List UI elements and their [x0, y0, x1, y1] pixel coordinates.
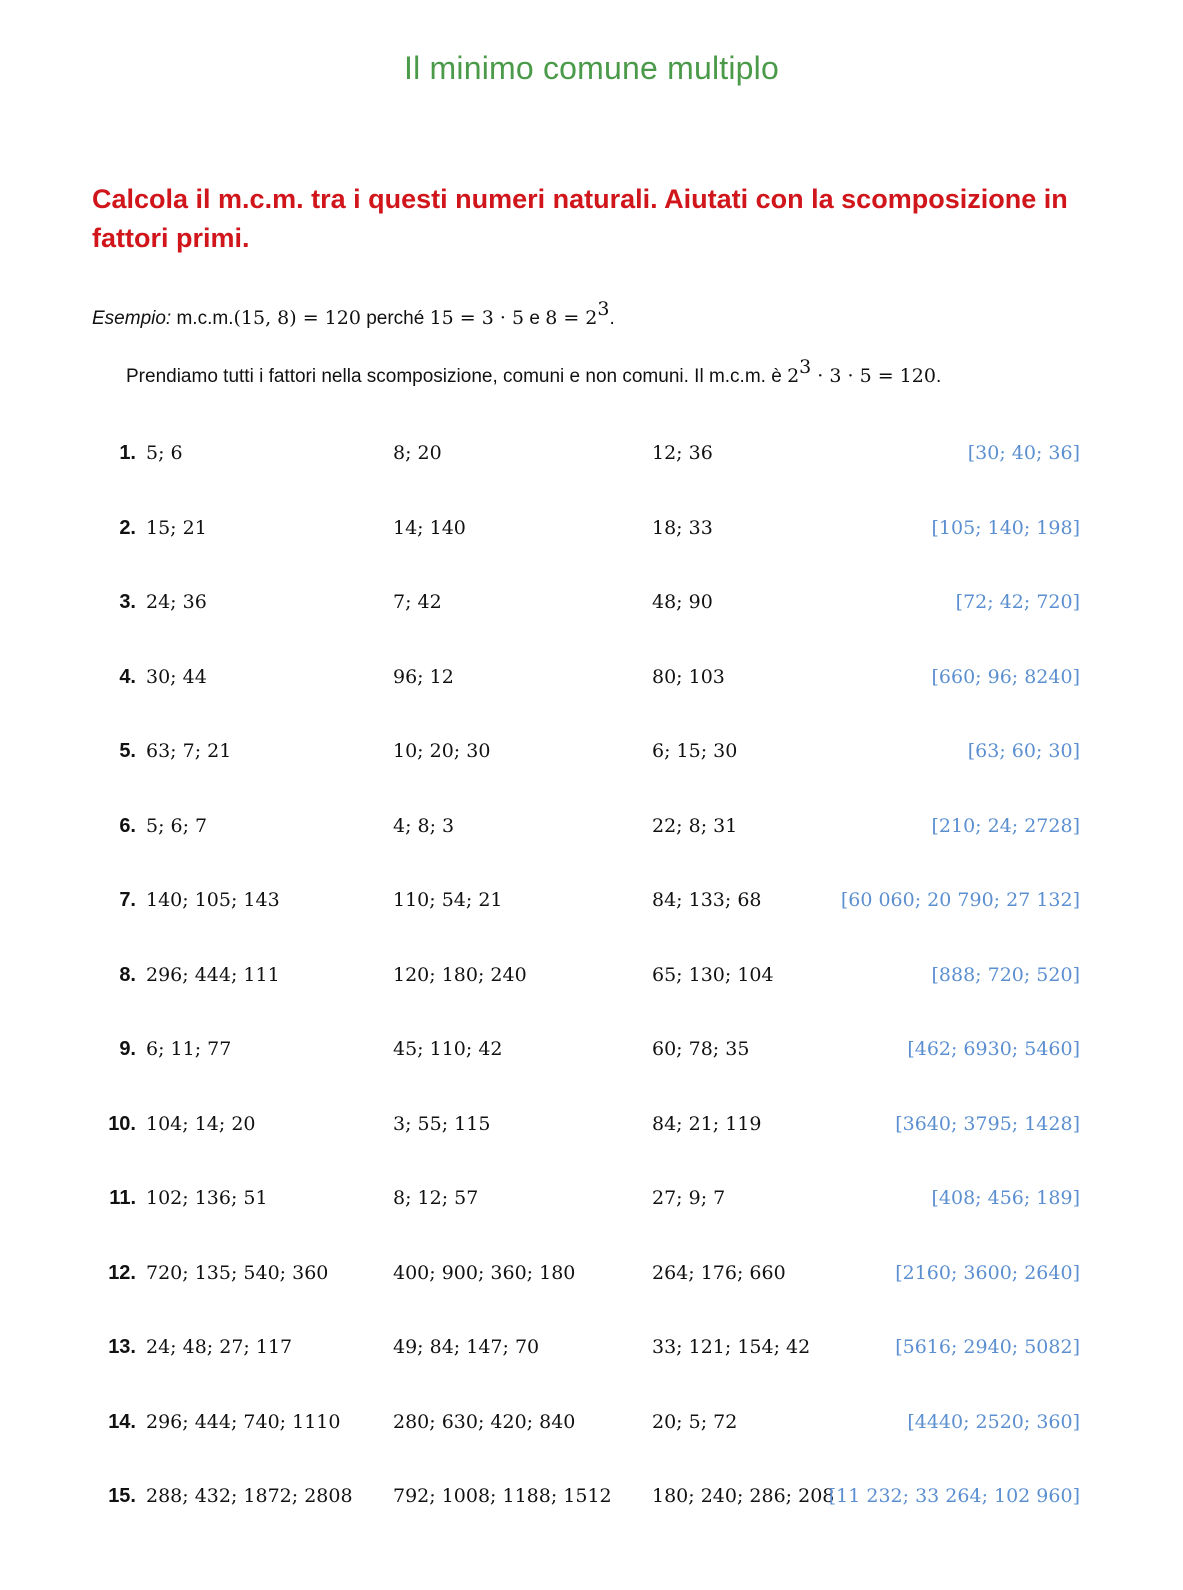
- exercise-number: 12.: [108, 1261, 136, 1284]
- exercise-set-b: 8; 20: [393, 442, 442, 464]
- exercise-number: 5.: [119, 740, 136, 762]
- exercise-answer: [660; 96; 8240]: [931, 665, 1080, 688]
- exercise-set-b: 96; 12: [393, 665, 454, 688]
- example-math-c: 8 = 2: [545, 307, 598, 329]
- exercise-set-a: 140; 105; 143: [146, 889, 280, 911]
- explanation-math-rest: · 3 · 5 = 120: [811, 365, 936, 387]
- exercise-row: [0, 740, 1183, 770]
- exercise-answer: [72; 42; 720]: [955, 591, 1080, 613]
- exercise-answer: [4440; 2520; 360]: [907, 1410, 1080, 1433]
- example-exponent: 3: [597, 298, 610, 320]
- exercise-set-c: 65; 130; 104: [652, 963, 774, 986]
- exercise-number: 8.: [119, 963, 136, 986]
- exercise-set-a: 24; 36: [146, 591, 207, 613]
- exercise-set-c: 48; 90: [652, 591, 713, 613]
- exercise-answer: [30; 40; 36]: [967, 442, 1080, 464]
- exercise-number: 3.: [119, 591, 136, 613]
- exercise-answer: [63; 60; 30]: [967, 740, 1080, 762]
- exercise-set-c: 12; 36: [652, 442, 713, 464]
- exercise-answer: [3640; 3795; 1428]: [895, 1112, 1080, 1135]
- exercise-set-a: 288; 432; 1872; 2808: [146, 1485, 353, 1507]
- exercise-set-b: 120; 180; 240: [393, 963, 527, 986]
- exercise-set-c: 22; 8; 31: [652, 814, 738, 837]
- exercise-row: [0, 517, 1183, 547]
- exercise-set-a: 5; 6; 7: [146, 814, 208, 837]
- exercise-number: 6.: [119, 814, 136, 837]
- exercise-number: 14.: [108, 1410, 136, 1433]
- exercise-set-c: 27; 9; 7: [652, 1187, 726, 1209]
- exercise-answer: [60 060; 20 790; 27 132]: [840, 889, 1080, 911]
- exercise-answer: [105; 140; 198]: [931, 516, 1080, 539]
- example-line: [92, 298, 615, 330]
- exercise-number: 4.: [119, 665, 136, 688]
- exercise-set-c: 33; 121; 154; 42: [652, 1336, 811, 1358]
- exercise-set-a: 30; 44: [146, 665, 207, 688]
- exercise-set-b: 110; 54; 21: [393, 889, 503, 911]
- exercise-set-a: 5; 6: [146, 442, 183, 464]
- exercise-set-c: 18; 33: [652, 516, 713, 539]
- exercise-number: 7.: [119, 889, 136, 911]
- exercise-row: [0, 815, 1183, 845]
- exercise-set-c: 84; 21; 119: [652, 1112, 762, 1135]
- exercise-set-a: 102; 136; 51: [146, 1187, 268, 1209]
- exercise-row: [0, 591, 1183, 621]
- exercise-row: [0, 1411, 1183, 1441]
- exercise-set-a: 15; 21: [146, 516, 207, 539]
- example-end: .: [609, 308, 615, 329]
- exercise-set-a: 6; 11; 77: [146, 1038, 232, 1060]
- exercise-answer: [11 232; 33 264; 102 960]: [828, 1485, 1080, 1507]
- exercise-row: [0, 1113, 1183, 1143]
- exercise-number: 13.: [108, 1336, 136, 1358]
- exercise-row: [0, 442, 1183, 472]
- exercise-set-c: 180; 240; 286; 208: [652, 1485, 835, 1507]
- exercise-set-a: 24; 48; 27; 117: [146, 1336, 293, 1358]
- exercise-answer: [888; 720; 520]: [931, 963, 1080, 986]
- exercise-set-c: 6; 15; 30: [652, 740, 738, 762]
- example-math-a: (15, 8) = 120: [233, 307, 361, 329]
- example-label: Esempio:: [92, 308, 172, 329]
- exercise-set-b: 45; 110; 42: [393, 1038, 503, 1060]
- explanation-exponent: 3: [799, 356, 812, 378]
- exercise-row: [0, 1187, 1183, 1217]
- exercise-number: 2.: [119, 516, 136, 539]
- exercise-set-b: 8; 12; 57: [393, 1187, 479, 1209]
- exercise-row: [0, 889, 1183, 919]
- exercise-answer: [2160; 3600; 2640]: [895, 1261, 1080, 1284]
- exercise-set-b: 280; 630; 420; 840: [393, 1410, 576, 1433]
- exercise-answer: [408; 456; 189]: [931, 1187, 1080, 1209]
- exercise-row: [0, 1485, 1183, 1515]
- exercise-set-c: 20; 5; 72: [652, 1410, 738, 1433]
- exercise-answer: [462; 6930; 5460]: [907, 1038, 1080, 1060]
- exercise-number: 10.: [108, 1112, 136, 1135]
- exercise-number: 11.: [109, 1187, 136, 1209]
- exercise-set-c: 264; 176; 660: [652, 1261, 786, 1284]
- explanation-line: [126, 356, 942, 388]
- exercise-row: [0, 1262, 1183, 1292]
- example-text-a: m.c.m.: [171, 308, 234, 329]
- exercise-set-b: 7; 42: [393, 591, 442, 613]
- exercise-set-c: 84; 133; 68: [652, 889, 762, 911]
- exercise-set-b: 4; 8; 3: [393, 814, 455, 837]
- explanation-text: Prendiamo tutti i fattori nella scomposizione, comuni e non comuni. Il m.c.m. è: [126, 366, 788, 387]
- example-text-b: perché: [360, 308, 430, 329]
- exercise-number: 9.: [119, 1038, 136, 1060]
- exercise-row: [0, 666, 1183, 696]
- page-title: Il minimo comune multiplo: [404, 50, 779, 86]
- exercise-set-a: 296; 444; 111: [146, 963, 280, 986]
- exercise-set-a: 63; 7; 21: [146, 740, 232, 762]
- example-text-c: e: [524, 308, 546, 329]
- exercise-set-a: 104; 14; 20: [146, 1112, 256, 1135]
- exercise-set-b: 400; 900; 360; 180: [393, 1261, 576, 1284]
- exercise-set-b: 14; 140: [393, 516, 466, 539]
- exercise-row: [0, 1336, 1183, 1366]
- example-math-b: 15 = 3 · 5: [429, 307, 525, 329]
- exercise-set-b: 10; 20; 30: [393, 740, 491, 762]
- exercise-instruction: Calcola il m.c.m. tra i questi numeri naturali. Aiutati con la scomposizione in fattori primi.: [92, 184, 1068, 253]
- exercise-set-c: 80; 103: [652, 665, 725, 688]
- exercise-row: [0, 1038, 1183, 1068]
- exercise-answer: [210; 24; 2728]: [931, 814, 1080, 837]
- exercise-set-a: 296; 444; 740; 1110: [146, 1410, 341, 1433]
- exercise-set-c: 60; 78; 35: [652, 1038, 750, 1060]
- exercise-set-b: 792; 1008; 1188; 1512: [393, 1485, 612, 1507]
- explanation-end: .: [935, 366, 942, 387]
- exercise-number: 15.: [108, 1485, 136, 1507]
- exercise-answer: [5616; 2940; 5082]: [895, 1336, 1080, 1358]
- exercise-number: 1.: [119, 442, 136, 464]
- exercise-set-b: 49; 84; 147; 70: [393, 1336, 540, 1358]
- exercise-set-a: 720; 135; 540; 360: [146, 1261, 329, 1284]
- explanation-math-base: 2: [787, 365, 800, 387]
- exercise-row: [0, 964, 1183, 994]
- exercise-set-b: 3; 55; 115: [393, 1112, 491, 1135]
